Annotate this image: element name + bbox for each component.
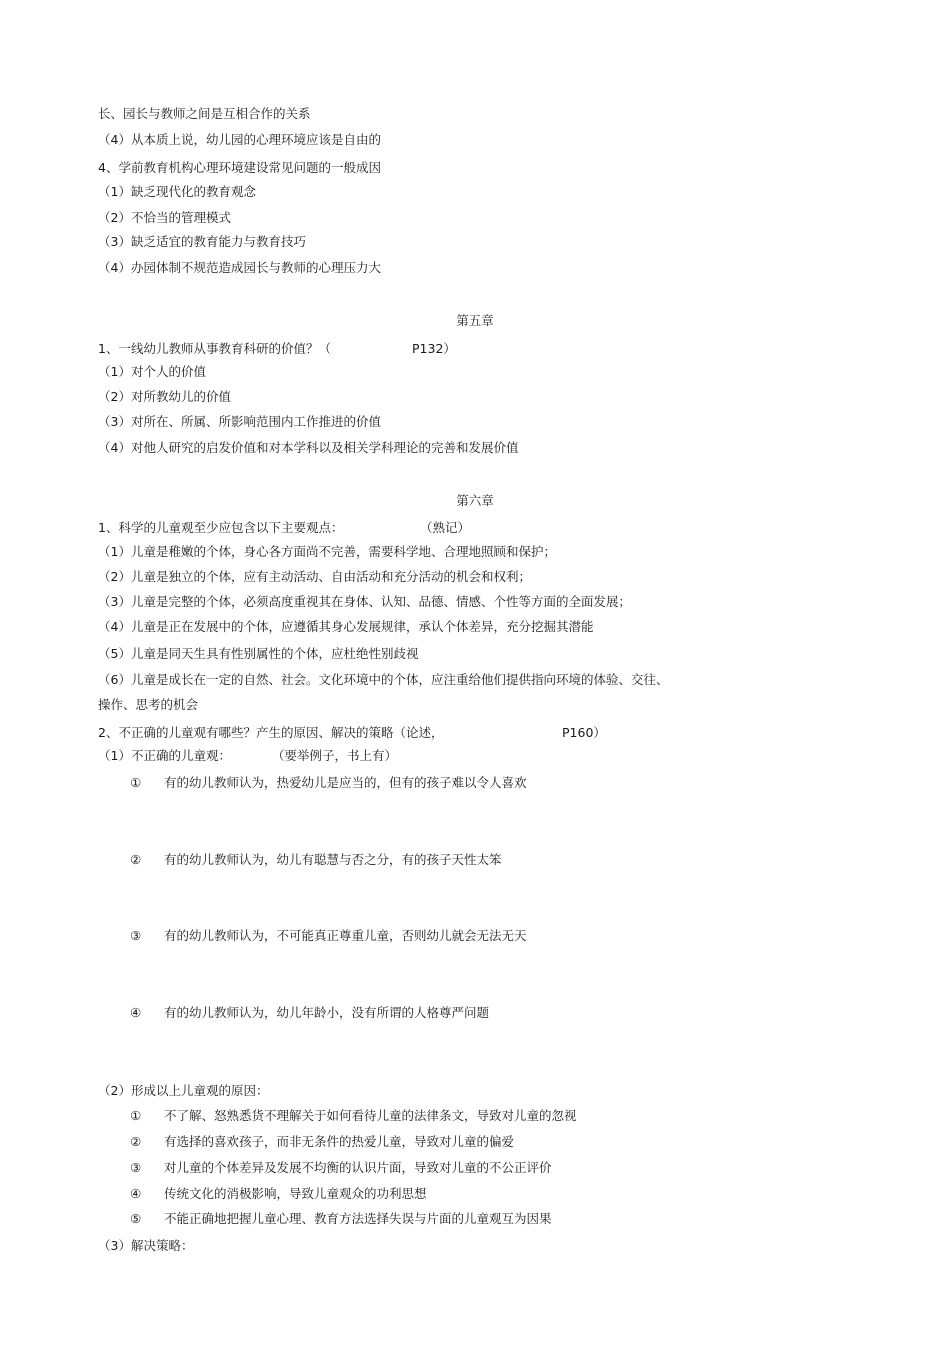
list-item: （3）对所在、所属、所影响范围内工作推进的价值: [98, 414, 381, 429]
text-line: （4）从本质上说，幼儿园的心理环境应该是自由的: [98, 132, 381, 147]
item-text: 传统文化的消极影响，导致儿童观众的功利思想: [164, 1186, 427, 1201]
item-marker: ④: [130, 1005, 142, 1020]
item-text: 有的幼儿教师认为，幼儿有聪慧与否之分，有的孩子天性太笨: [164, 852, 502, 867]
list-item: （4）办园体制不规范造成园长与教师的心理压力大: [98, 260, 381, 275]
numbered-item: [130, 852, 502, 868]
list-item: （3）儿童是完整的个体，必须高度重视其在身体、认知、品德、情感、个性等方面的全面发展；: [98, 594, 631, 609]
item-text: 对儿童的个体差异及发展不均衡的认识片面，导致对儿童的不公正评价: [164, 1160, 552, 1175]
subsection-title: （2）形成以上儿童观的原因：: [98, 1083, 269, 1098]
item-marker: ④: [130, 1186, 142, 1201]
item-marker: ③: [130, 928, 142, 943]
numbered-item: [130, 1134, 514, 1150]
list-item: （2）对所教幼儿的价值: [98, 389, 231, 404]
item-marker: ③: [130, 1160, 142, 1175]
subsection-title: （1）不正确的儿童观：: [98, 748, 231, 763]
item-text: 不了解、怒熟悉货不理解关于如何看待儿童的法律条文，导致对儿童的忽视: [164, 1108, 577, 1123]
item-marker: ②: [130, 1134, 142, 1149]
question-title: 1、科学的儿童观至少应包含以下主要观点：: [98, 520, 344, 535]
note: （熟记）: [420, 520, 471, 535]
list-item: （2）儿童是独立的个体，应有主动活动、自由活动和充分活动的机会和权利；: [98, 569, 531, 584]
numbered-item: [130, 775, 527, 791]
numbered-item: [130, 1108, 577, 1124]
list-item: （4）对他人研究的启发价值和对本学科以及相关学科理论的完善和发展价值: [98, 440, 519, 455]
list-item-continuation: 操作、思考的机会: [98, 697, 199, 712]
chapter-heading: 第六章: [456, 493, 494, 508]
numbered-item: [130, 1186, 427, 1202]
list-item: （4）儿童是正在发展中的个体，应遵循其身心发展规律，承认个体差异，充分挖掘其潜能: [98, 619, 594, 634]
item-text: 有的幼儿教师认为，不可能真正尊重儿童，否则幼儿就会无法无天: [164, 928, 527, 943]
text-line: 长、园长与教师之间是互相合作的关系: [98, 106, 311, 121]
numbered-item: [130, 928, 527, 944]
chapter-heading: 第五章: [456, 313, 494, 328]
item-marker: ②: [130, 852, 142, 867]
item-marker: ①: [130, 1108, 142, 1123]
list-item: （1）缺乏现代化的教育观念: [98, 184, 256, 199]
note: （要举例子，书上有）: [272, 748, 398, 763]
page-reference: P132）: [412, 341, 456, 356]
list-item: （1）对个人的价值: [98, 364, 206, 379]
item-text: 有选择的喜欢孩子，而非无条件的热爱儿童，导致对儿童的偏爱: [164, 1134, 515, 1149]
list-item: （6）儿童是成长在一定的自然、社会。文化环境中的个体，应注重给他们提供指向环境的体验、交往、: [98, 672, 669, 687]
question-title: 4、学前教育机构心理环境建设常见问题的一般成因: [98, 160, 381, 175]
question-title: 2、不正确的儿童观有哪些？产生的原因、解决的策略（论述，: [98, 725, 444, 740]
item-marker: ⑤: [130, 1211, 142, 1226]
item-text: 有的幼儿教师认为，幼儿年龄小，没有所谓的人格尊严问题: [164, 1005, 490, 1020]
question-title: 1、一线幼儿教师从事教育科研的价值？（: [98, 341, 331, 356]
list-item: （3）缺乏适宜的教育能力与教育技巧: [98, 234, 306, 249]
item-text: 不能正确地把握儿童心理、教育方法选择失误与片面的儿童观互为因果: [164, 1211, 552, 1226]
numbered-item: [130, 1005, 489, 1021]
page-reference: P160）: [562, 725, 606, 740]
list-item: （1）儿童是稚嫩的个体，身心各方面尚不完善，需要科学地、合理地照顾和保护；: [98, 544, 556, 559]
item-marker: ①: [130, 775, 142, 790]
subsection-title: （3）解决策略：: [98, 1238, 194, 1253]
list-item: （5）儿童是同天生具有性别属性的个体，应杜绝性别歧视: [98, 646, 419, 661]
numbered-item: [130, 1160, 552, 1176]
list-item: （2）不恰当的管理模式: [98, 210, 231, 225]
numbered-item: [130, 1211, 552, 1227]
item-text: 有的幼儿教师认为，热爱幼儿是应当的，但有的孩子难以令人喜欢: [164, 775, 527, 790]
